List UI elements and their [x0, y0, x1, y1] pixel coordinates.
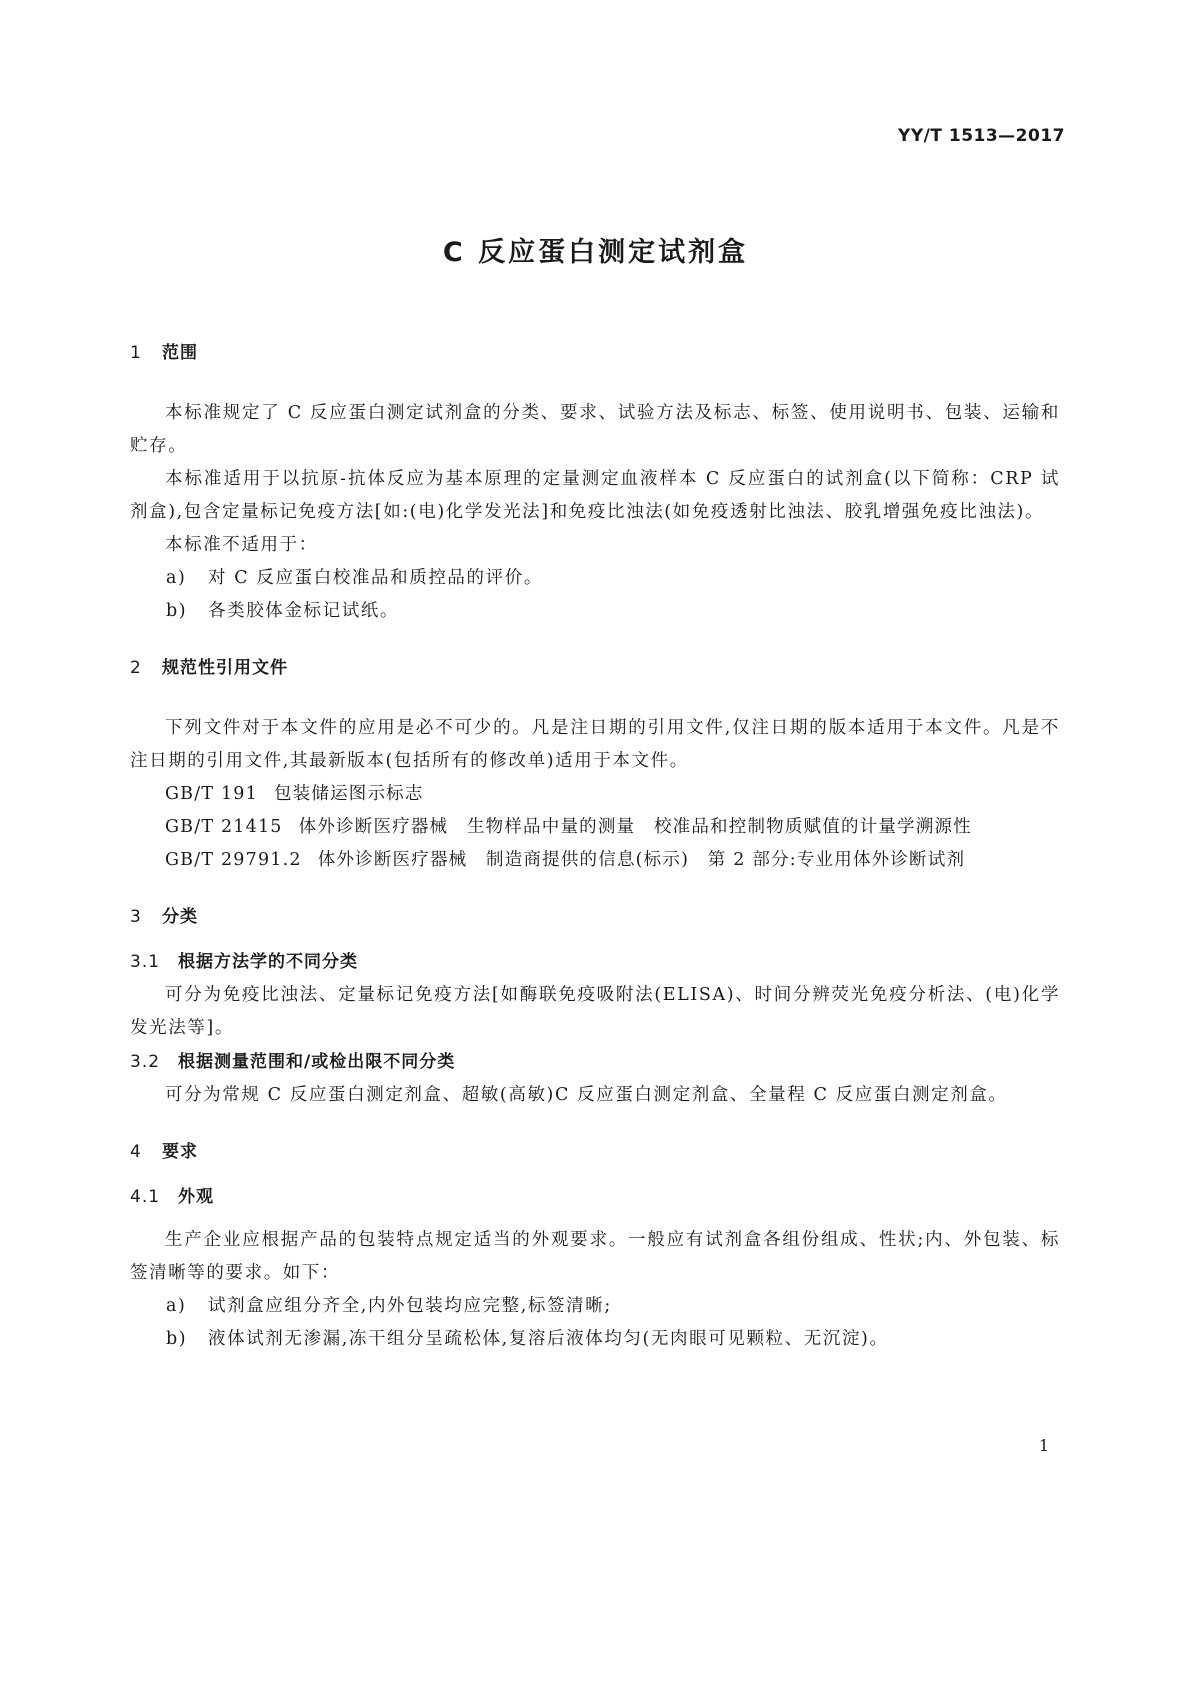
list-label: a) [166, 568, 187, 588]
section-number: 1 [130, 343, 142, 363]
paragraph: 下列文件对于本文件的应用是必不可少的。凡是注日期的引用文件,仅注日期的版本适用于本文件。凡是不注日期的引用文件,其最新版本(包括所有的修改单)适用于本文件。 [130, 718, 1060, 771]
section-title: 范围 [162, 343, 198, 363]
section-title: 分类 [162, 907, 198, 927]
paragraph: 本标准规定了 C 反应蛋白测定试剂盒的分类、要求、试验方法及标志、标签、使用说明书、包装、运输和贮存。 [130, 403, 1060, 456]
list-label: b) [166, 1329, 188, 1349]
reference-code: GB/T 29791.2 [165, 850, 302, 870]
subsection-title: 根据方法学的不同分类 [178, 952, 358, 972]
subsection-number: 4.1 [130, 1187, 161, 1207]
reference-item [130, 844, 1060, 877]
list-item [166, 562, 1060, 595]
section-number: 2 [130, 658, 142, 678]
standard-code: YY/T 1513—2017 [898, 126, 1065, 146]
section-1-heading [130, 335, 1060, 371]
list-item [166, 1290, 1060, 1323]
reference-item [130, 778, 1060, 811]
page-title: C 反应蛋白测定试剂盒 [442, 237, 749, 268]
reference-code: GB/T 191 [165, 784, 258, 804]
subsection-title: 根据测量范围和/或检出限不同分类 [178, 1052, 456, 1072]
paragraph: 可分为免疫比浊法、定量标记免疫方法[如酶联免疫吸附法(ELISA)、时间分辨荧光免疫分析法、(电)化学发光法等]。 [130, 985, 1060, 1038]
section-number: 4 [130, 1142, 142, 1162]
subsection-number: 3.2 [130, 1052, 161, 1072]
list-item [166, 1323, 1060, 1356]
subsection-title: 外观 [178, 1187, 214, 1207]
section-3-heading [130, 899, 1060, 935]
section-title: 规范性引用文件 [162, 658, 288, 678]
reference-item [130, 811, 1060, 844]
reference-title: 体外诊断医疗器械 制造商提供的信息(标示) 第 2 部分:专业用体外诊断试剂 [317, 850, 966, 870]
list-text: 对 C 反应蛋白校准品和质控品的评价。 [208, 568, 543, 588]
reference-code: GB/T 21415 [165, 817, 283, 837]
subsection-number: 3.1 [130, 952, 161, 972]
reference-title: 包装储运图示标志 [273, 784, 424, 804]
list-text: 各类胶体金标记试纸。 [208, 601, 399, 621]
list-item [166, 595, 1060, 628]
section-title: 要求 [162, 1142, 198, 1162]
list-label: a) [166, 1296, 187, 1316]
paragraph: 本标准不适用于： [165, 535, 318, 555]
list-label: b) [166, 601, 188, 621]
paragraph: 本标准适用于以抗原-抗体反应为基本原理的定量测定血液样本 C 反应蛋白的试剂盒(以下简称：CRP 试剂盒),包含定量标记免疫方法[如:(电)化学发光法]和免疫比浊法(如免疫透射比浊法、胶乳增强免疫比浊法)。 [130, 469, 1060, 522]
page-number: 1 [1038, 1436, 1049, 1455]
section-2-heading [130, 650, 1060, 686]
paragraph: 可分为常规 C 反应蛋白测定剂盒、超敏(高敏)C 反应蛋白测定剂盒、全量程 C 反应蛋白测定剂盒。 [165, 1085, 1008, 1105]
reference-title: 体外诊断医疗器械 生物样品中量的测量 校准品和控制物质赋值的计量学溯源性 [298, 817, 972, 837]
subsection-4-1-heading [130, 1180, 1060, 1214]
subsection-3-2-heading [130, 1045, 1060, 1079]
section-4-heading [130, 1134, 1060, 1170]
document-body [130, 335, 1060, 1356]
list-text: 液体试剂无渗漏,冻干组分呈疏松体,复溶后液体均匀(无肉眼可见颗粒、无沉淀)。 [208, 1329, 889, 1349]
subsection-3-1-heading [130, 945, 1060, 979]
paragraph: 生产企业应根据产品的包装特点规定适当的外观要求。一般应有试剂盒各组份组成、性状;内、外包装、标签清晰等的要求。如下： [130, 1230, 1060, 1283]
list-text: 试剂盒应组分齐全,内外包装均应完整,标签清晰; [208, 1296, 612, 1316]
section-number: 3 [130, 907, 142, 927]
